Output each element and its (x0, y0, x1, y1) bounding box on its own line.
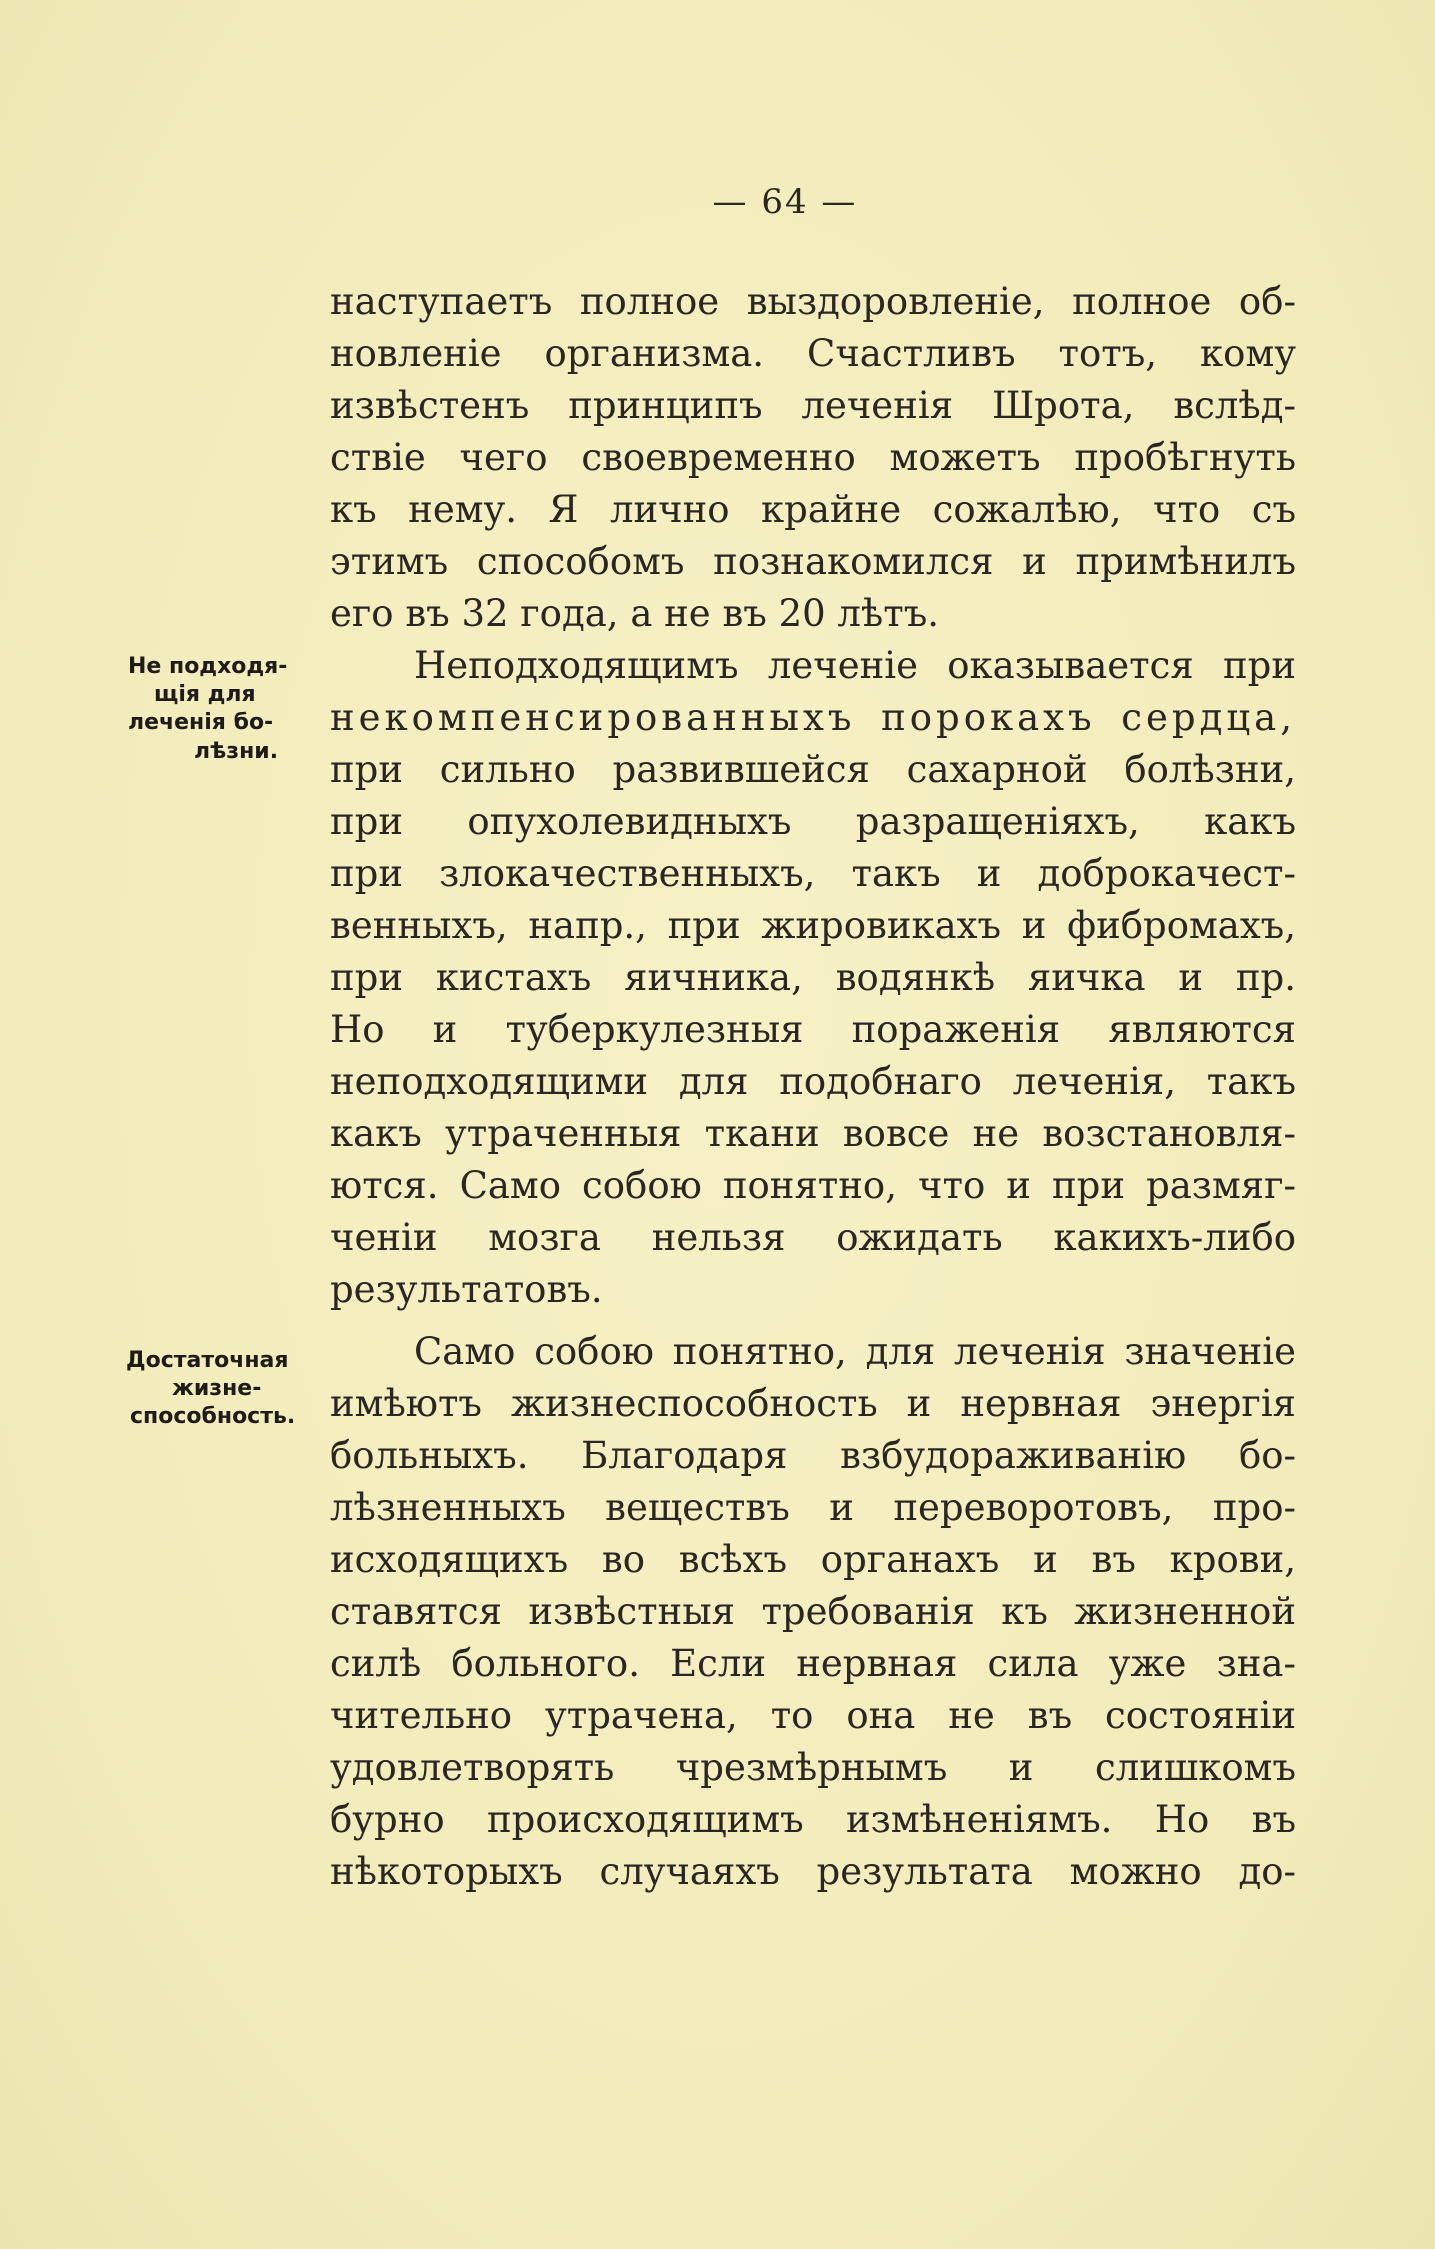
text-line: при кистахъ яичника, водянкѣ яичка и пр. (330, 956, 1296, 999)
margin-note-line: способность. (130, 1404, 296, 1429)
margin-note-vitality (126, 1346, 336, 1446)
margin-note-line: лѣзни. (194, 739, 279, 764)
text-line: ченіи мозга нельзя ожидать какихъ-либо (330, 1216, 1296, 1259)
text-line: этимъ способомъ познакомился и примѣнилъ (330, 540, 1296, 583)
text-line: новленіе организма. Счастливъ тотъ, кому (330, 332, 1296, 375)
text-line: результатовъ. (330, 1268, 603, 1311)
margin-note-line: жизне- (172, 1376, 262, 1401)
text-line: больныхъ. Благодаря взбудораживанію бо- (330, 1434, 1296, 1477)
text-line: неподходящими для подобнаго леченія, такъ (330, 1060, 1296, 1103)
page-number: — 64 — (712, 182, 858, 222)
margin-note-unsuitable (126, 652, 336, 782)
text-line: его въ 32 года, а не въ 20 лѣтъ. (330, 592, 940, 635)
paragraph-start-line: Неподходящимъ леченіе оказывается при (414, 644, 1296, 687)
text-line: при злокачественныхъ, такъ и доброкачест- (330, 852, 1296, 895)
text-line: къ нему. Я лично крайне сожалѣю, что съ (330, 488, 1296, 531)
margin-note-line: леченія бо- (128, 710, 274, 735)
text-line: силѣ больного. Если нервная сила уже зна- (330, 1642, 1296, 1685)
text-line: некомпенсированныхъ порокахъ сердца, (330, 696, 1296, 739)
paragraph-start-line: Само собою понятно, для леченія значеніе (414, 1330, 1296, 1373)
text-line: какъ утраченныя ткани вовсе не возстановля- (330, 1112, 1296, 1155)
body-text (330, 277, 1296, 1917)
text-line: при сильно развившейся сахарной болѣзни, (330, 748, 1296, 791)
margin-note-line: Не подходя- (128, 654, 288, 679)
text-line: ствіе чего своевременно можетъ пробѣгнуть (330, 436, 1296, 479)
text-line: имѣютъ жизнеспособность и нервная энергія (330, 1382, 1296, 1425)
text-line: при опухолевидныхъ разращеніяхъ, какъ (330, 800, 1296, 843)
text-line: ставятся извѣстныя требованія къ жизненной (330, 1590, 1296, 1633)
text-line: нѣкоторыхъ случаяхъ результата можно до- (330, 1850, 1296, 1893)
text-line: Но и туберкулезныя пораженія являются (330, 1008, 1296, 1051)
text-line: лѣзненныхъ веществъ и переворотовъ, про- (330, 1486, 1296, 1529)
text-line: венныхъ, напр., при жировикахъ и фибромахъ, (330, 904, 1296, 947)
text-line: наступаетъ полное выздоровленіе, полное об- (330, 280, 1296, 323)
text-line: чительно утрачена, то она не въ состояніи (330, 1694, 1296, 1737)
margin-note-line: Достаточная (126, 1348, 289, 1373)
text-line: бурно происходящимъ измѣненіямъ. Но въ (330, 1798, 1296, 1841)
text-line: удовлетворять чрезмѣрнымъ и слишкомъ (330, 1746, 1296, 1789)
margin-note-line: щія для (154, 682, 256, 707)
text-line: извѣстенъ принципъ леченія Шрота, вслѣд- (330, 384, 1296, 427)
text-line: ются. Само собою понятно, что и при размяг- (330, 1164, 1296, 1207)
text-line: исходящихъ во всѣхъ органахъ и въ крови, (330, 1538, 1296, 1581)
